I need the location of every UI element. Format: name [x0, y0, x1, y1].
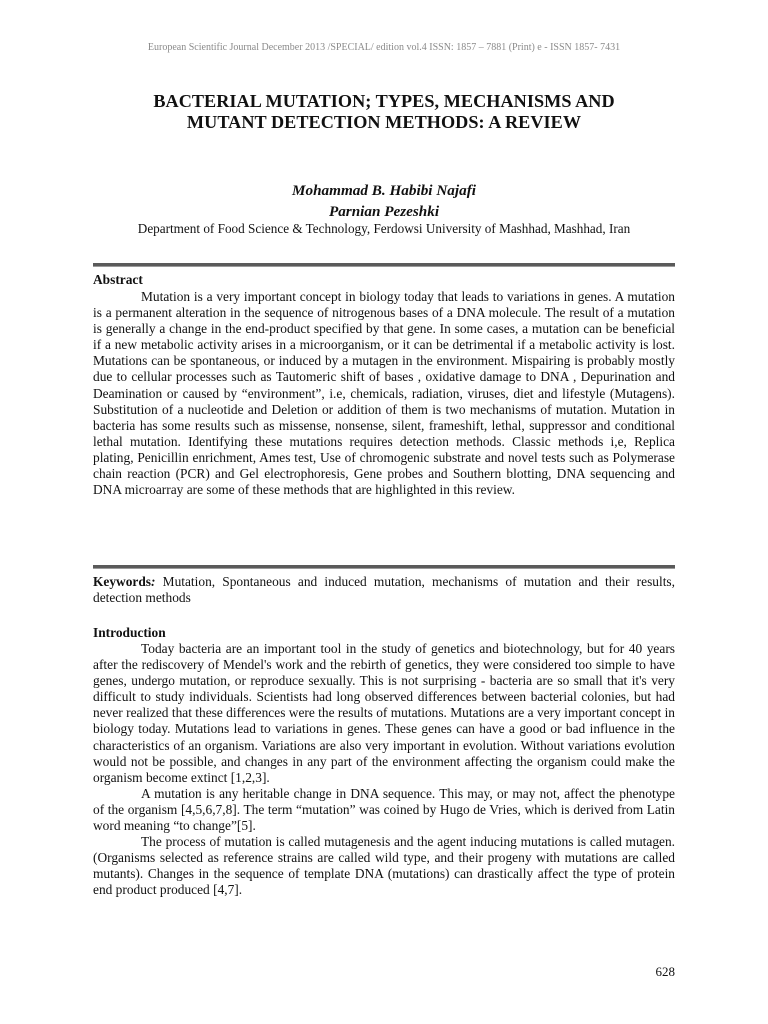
section-divider-top [93, 263, 675, 267]
keywords-label [93, 574, 156, 589]
introduction-paragraph-2: A mutation is any heritable change in DNA sequence. This may, or may not, affect the phenotype of the organism [4,5,6,7,8]. The term “mutation” was coined by Hugo de Vries, which is derived from Latin word meaning “to change”[5]. [93, 785, 675, 834]
author-name-2: Parnian Pezeshki [328, 203, 440, 220]
keywords-line [93, 574, 675, 606]
section-divider-bottom [93, 565, 675, 569]
page-number: 628 [655, 964, 675, 979]
abstract-paragraph: Mutation is a very important concept in biology today that leads to variations in genes. A mutation is a permanent alteration in the sequence of nitrogenous bases of a DNA molecule. The result of a mutation is generally a change in the end-product specified by that gene. In some cases, a mutation can be beneficial if a new metabolic activity arises in a microorganism, or it can be detrimental if a metabolic activity is lost. Mutations can be spontaneous, or induced by a mutagen in the environment. Mispairing is probably mostly due to cellular processes such as Tautomeric shift of bases , oxidative damage to DNA , Depurination and Deamination or caused by “environment”, i.e, chemicals, radiation, viruses, diet and lifestyle (Mutagens). Substitution of a nucleotide and Deletion or addition of them is two mechanisms of mutation. Mutation in bacteria has some results such as missense, nonsense, silent, frameshift, lethal, suppressor and conditional lethal mutation. Identifying these mutations requires detection methods. Classic methods i,e, Replica plating, Penicillin enrichment, Ames test, Use of chromogenic substrate and novel tests such as Polymerase chain reaction (PCR) and Gel electrophoresis, Gene probes and Southern blotting, DNA sequencing and DNA microarray are some of these methods that are highlighted in this review. [93, 289, 675, 498]
paper-title-line-2: MUTANT DETECTION METHODS: A REVIEW [186, 112, 582, 132]
keywords-label-colon: : [151, 574, 156, 589]
introduction-paragraph-1: Today bacteria are an important tool in the study of genetics and biotechnology, but for 40 years after the rediscovery of Mendel's work and the rebirth of genetics, they were considered too simple to have genes, undergo mutation, or reproduce sexually. This is not surprising - bacteria are so small that it's very difficult to study individuals. Scientists had long observed differences between bacterial colonies, but had never realized that these differences were the results of mutations. Mutations are a very important concept in biology today. Mutations lead to variations in genes. These genes can have a good or bad influence in the characteristics of an organism. Variations are also very important in evolution. Without variations evolution would not be possible, and changes in any part of the environment affecting the organism could make the organism become extinct [1,2,3]. [93, 641, 675, 785]
abstract-heading: Abstract [93, 272, 143, 287]
running-header: European Scientific Journal December 2013 /SPECIAL/ edition vol.4 ISSN: 1857 – 7881 (Print) e - ISSN 1857- 7431 [147, 42, 621, 53]
author-name-1: Mohammad B. Habibi Najafi [292, 182, 476, 199]
keywords-label-text: Keywords [93, 574, 152, 589]
keywords-text: Mutation, Spontaneous and induced mutation, mechanisms of mutation and their results, detection methods [93, 574, 675, 606]
introduction-heading: Introduction [93, 625, 166, 640]
introduction-body [93, 641, 675, 899]
author-affiliation: Department of Food Science & Technology, Ferdowsi University of Mashhad, Mashhad, Iran [137, 221, 631, 236]
paper-title-line-1: BACTERIAL MUTATION; TYPES, MECHANISMS AND [153, 91, 615, 111]
introduction-paragraph-3: The process of mutation is called mutagenesis and the agent inducing mutations is called mutagen. (Organisms selected as reference strains are called wild type, and their progeny with mutations are called mutants). Changes in the sequence of template DNA (mutations) can drastically affect the type of protein end product produced [4,7]. [93, 834, 675, 898]
abstract-body [93, 289, 675, 498]
paper-title [93, 91, 675, 133]
